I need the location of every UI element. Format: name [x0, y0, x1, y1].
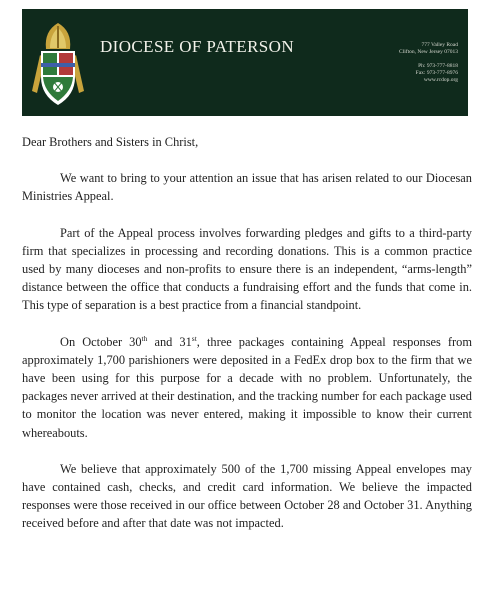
phone-number: Ph: 973-777-8818	[418, 63, 458, 69]
p3-pre: On October 30	[60, 334, 142, 349]
letterhead-banner	[22, 9, 468, 116]
p3-mid: and 31	[147, 334, 192, 349]
paragraph-impacted-envelopes: We believe that approximately 500 of the 1,700 missing Appeal envelopes may have contained cash, checks, and credit card information. We believe the impacted responses were those received in our office between October 28 and October 31. Anything received before and after that date was not impacted.	[22, 461, 472, 531]
paragraph-missing-packages	[22, 333, 472, 442]
p3-sup-th: th	[141, 333, 148, 343]
salutation: Dear Brothers and Sisters in Christ,	[22, 135, 199, 149]
paragraph-appeal-issue: We want to bring to your attention an issue that has arisen related to our Diocesan Ministries Appeal.	[22, 171, 472, 204]
address-line-2: Clifton, New Jersey 07013	[399, 49, 458, 55]
diocese-name: DIOCESE OF PATERSON	[100, 37, 295, 56]
contact-block	[378, 42, 458, 84]
p3-post: , three packages containing Appeal responses from approximately 1,700 parishioners were deposited in a FedEx drop box to the firm that we have been using for this purpose for a decade with no problem. Unfortunately, the packages never arrived at their destination, and the tracking number for each package used to monitor the location was never entered, making it impossible to know their current whereabouts.	[22, 334, 473, 440]
letter-body	[22, 133, 472, 551]
address-line-1: 777 Valley Road	[421, 42, 458, 48]
p3-sup-st: st	[191, 333, 197, 343]
paragraph-third-party-process: Part of the Appeal process involves forwarding pledges and gifts to a third-party firm that specializes in processing and recording donations. This is a common practice used by many dioceses and non-profits to ensure there is an independent, “arms-length” distance between the office that conducts a fundraising effort and the funds that come in. This type of separation is a best practice from a financial standpoint.	[22, 225, 472, 313]
diocese-coat-of-arms-icon	[30, 21, 86, 109]
website: www.rcdop.org	[423, 77, 458, 83]
fax-number: Fax: 973-777-8976	[415, 70, 458, 76]
